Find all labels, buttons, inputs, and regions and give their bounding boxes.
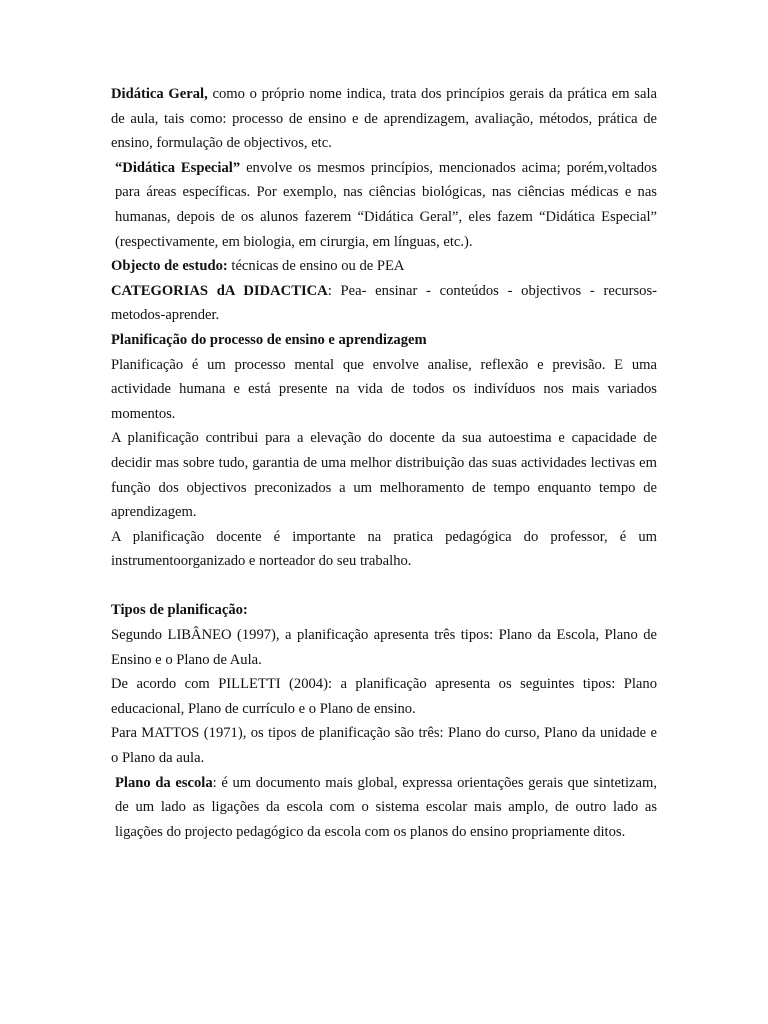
term-didatica-geral: Didática Geral, [111,86,208,102]
text-categorias: : Pea- ensinar - conteúdos - objectivos - recursos-metodos-aprender. [111,282,657,324]
term-didatica-especial: “Didática Especial” [115,159,241,176]
paragraph-mattos [111,721,657,770]
text-didatica-especial: envolve os mesmos princípios, mencionados acima; porém,voltados para áreas específicas. Por exemplo, nas ciências biológicas, nas ciências médicas e nas humanas, depois de os alunos fazerem “Didática Geral”, eles fazem “Didática Especial” (respectivamente, em biologia, em cirurgia, em línguas, etc.). [115,159,657,250]
term-objecto-estudo: Objecto de estudo: [111,258,228,275]
term-plano-escola: Plano da escola [115,774,213,791]
heading-planificacao-processo [111,328,657,353]
text-planificacao-docente: A planificação docente é importante na pratica pedagógica do professor, é um instrumentoorganizado e norteador do seu trabalho. [111,528,657,570]
paragraph-categorias [111,279,657,328]
paragraph-didatica-especial [111,156,657,254]
text-objecto-estudo: técnicas de ensino ou de PEA [227,258,405,275]
paragraph-planificacao-contribui [111,426,657,524]
paragraph-pilletti [111,672,657,721]
text-mattos: Para MATTOS (1971), os tipos de planificação são três: Plano do curso, Plano da unidade e o Plano da aula. [111,725,657,767]
text-plano-escola: : é um documento mais global, expressa orientações gerais que sintetizam, de um lado as ligações da escola com o sistema escolar mais amplo, de outro lado as ligações do projecto pedagógico da escola com os planos do ensino propriamente ditos. [115,774,657,840]
heading-planificacao-processo-text: Planificação do processo de ensino e aprendizagem [111,331,427,348]
paragraph-libaneo [111,623,657,672]
term-categorias: CATEGORIAS dA DIDACTICA [111,282,328,299]
document-page [111,82,657,844]
paragraph-didatica-geral [111,82,657,156]
text-pilletti: De acordo com PILLETTI (2004): a planificação apresenta os seguintes tipos: Plano educacional, Plano de currículo e o Plano de ensino. [111,676,657,717]
heading-tipos-planificacao [111,598,657,623]
text-didatica-geral: como o próprio nome indica, trata dos princípios gerais da prática em sala de aula, tais como: processo de ensino e de aprendizagem, avaliação, métodos, prática de ensino, formulação de objectivos, etc. [111,86,657,152]
paragraph-plano-escola [111,771,657,845]
text-planificacao-definicao: Planificação é um processo mental que envolve analise, reflexão e previsão. E uma actividade humana e está presente na vida de todos os indivíduos nos mais variados momentos. [111,356,657,422]
paragraph-planificacao-definicao [111,353,657,427]
blank-line [111,574,657,599]
paragraph-planificacao-docente [111,525,657,574]
text-libaneo: Segundo LIBÂNEO (1997), a planificação apresenta três tipos: Plano da Escola, Plano de Ensino e o Plano de Aula. [111,627,657,668]
heading-tipos-planificacao-text: Tipos de planificação: [111,602,248,619]
paragraph-objecto-estudo [111,254,657,279]
text-planificacao-contribui: A planificação contribui para a elevação do docente da sua autoestima e capacidade de decidir mas sobre tudo, garantia de uma melhor distribuição das suas actividades lectivas em função dos objectivos preconizados a um melhoramento de tempo enquanto tempo de aprendizagem. [111,430,657,521]
